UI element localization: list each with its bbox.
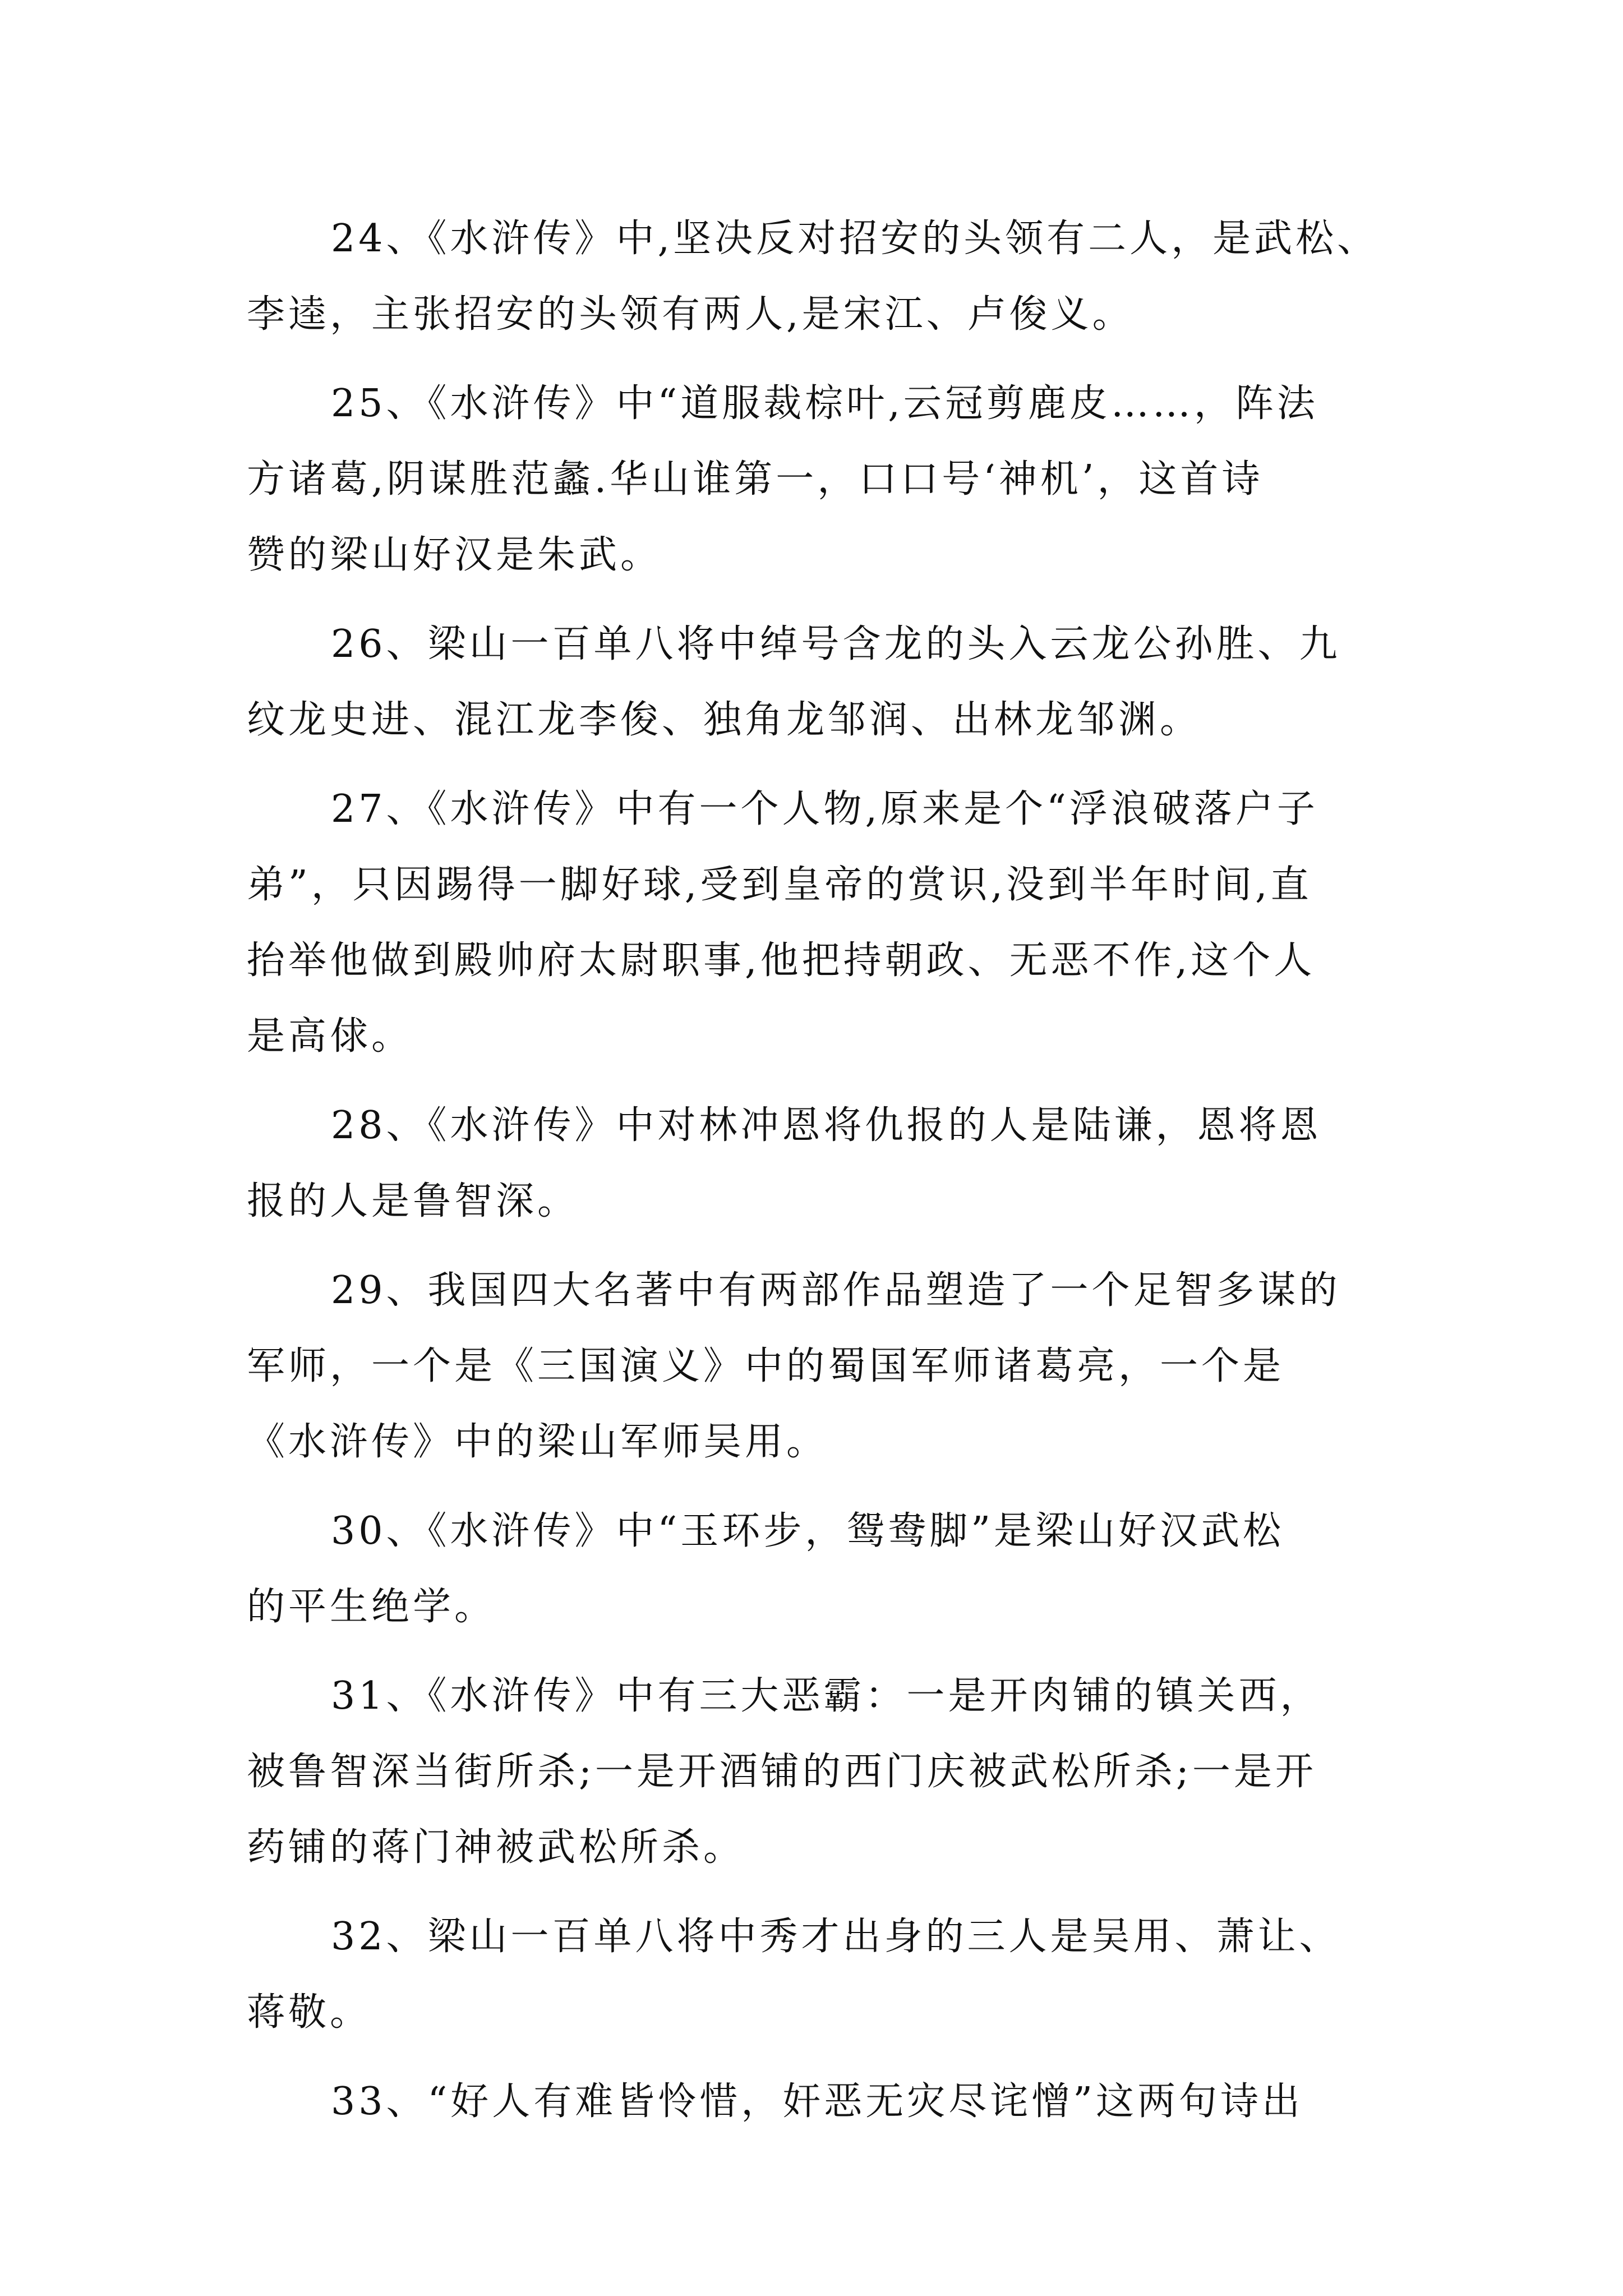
text-line: 的平生绝学。 [247, 1585, 496, 1629]
text-line: 30、《水浒传》中“玉环步，鸳鸯脚”是梁山好汉武松 [331, 1509, 1285, 1553]
text-line: 军师，一个是《三国演义》中的蜀国军师诸葛亮，一个是 [247, 1344, 1285, 1388]
text-line: 25、《水浒传》中“道服裁棕叶,云冠剪鹿皮……，阵法 [331, 381, 1318, 426]
text-line: 是高俅。 [247, 1014, 413, 1059]
text-line: 抬举他做到殿帅府太尉职事,他把持朝政、无恶不作,这个人 [247, 938, 1316, 983]
paragraph-30 [247, 1493, 1380, 1645]
text-line: 26、梁山一百单八将中绰号含龙的头入云龙公孙胜、九 [331, 622, 1341, 666]
text-line: 纹龙史进、混江龙李俊、独角龙邹润、出林龙邹渊。 [247, 698, 1202, 742]
text-line: 28、《水浒传》中对林冲恩将仇报的人是陆谦，恩将恩 [331, 1103, 1322, 1148]
paragraph-28 [247, 1088, 1380, 1239]
text-line: 31、《水浒传》中有三大恶霸：一是开肉铺的镇关西， [331, 1674, 1322, 1718]
paragraph-32 [247, 1899, 1380, 2050]
text-line: 24、《水浒传》中,坚决反对招安的头领有二人，是武松、 [331, 217, 1379, 261]
text-line: 药铺的蒋门神被武松所杀。 [247, 1825, 745, 1870]
text-line: 蒋敬。 [247, 1990, 372, 2035]
text-line: 赞的梁山好汉是朱武。 [247, 533, 662, 577]
paragraph-27 [247, 771, 1380, 1074]
text-line: 被鲁智深当街所杀;一是开酒铺的西门庆被武松所杀;一是开 [247, 1750, 1317, 1794]
paragraph-26 [247, 606, 1380, 758]
text-line: 《水浒传》中的梁山军师吴用。 [247, 1420, 828, 1464]
text-line: 29、我国四大名著中有两部作品塑造了一个足智多谋的 [331, 1268, 1341, 1313]
paragraph-33 [247, 2064, 1380, 2139]
document-body [247, 201, 1380, 2153]
text-line: 李逵，主张招安的头领有两人,是宋江、卢俊义。 [247, 292, 1134, 337]
text-line: 弟”，只因踢得一脚好球,受到皇帝的赏识,没到半年时间,直 [247, 863, 1312, 907]
paragraph-24 [247, 201, 1380, 352]
paragraph-29 [247, 1253, 1380, 1480]
paragraph-25 [247, 366, 1380, 593]
text-line: 方诸葛,阴谋胜范蠡.华山谁第一，口口号‘神机’，这首诗 [247, 457, 1264, 501]
text-line: 33、“好人有难皆怜惜，奸恶无灾尽诧憎”这两句诗出 [331, 2079, 1304, 2124]
text-line: 报的人是鲁智深。 [247, 1179, 579, 1223]
text-line: 27、《水浒传》中有一个人物,原来是个“浮浪破落户子 [331, 787, 1318, 831]
text-line: 32、梁山一百单八将中秀才出身的三人是吴用、萧让、 [331, 1915, 1341, 1959]
paragraph-31 [247, 1658, 1380, 1885]
